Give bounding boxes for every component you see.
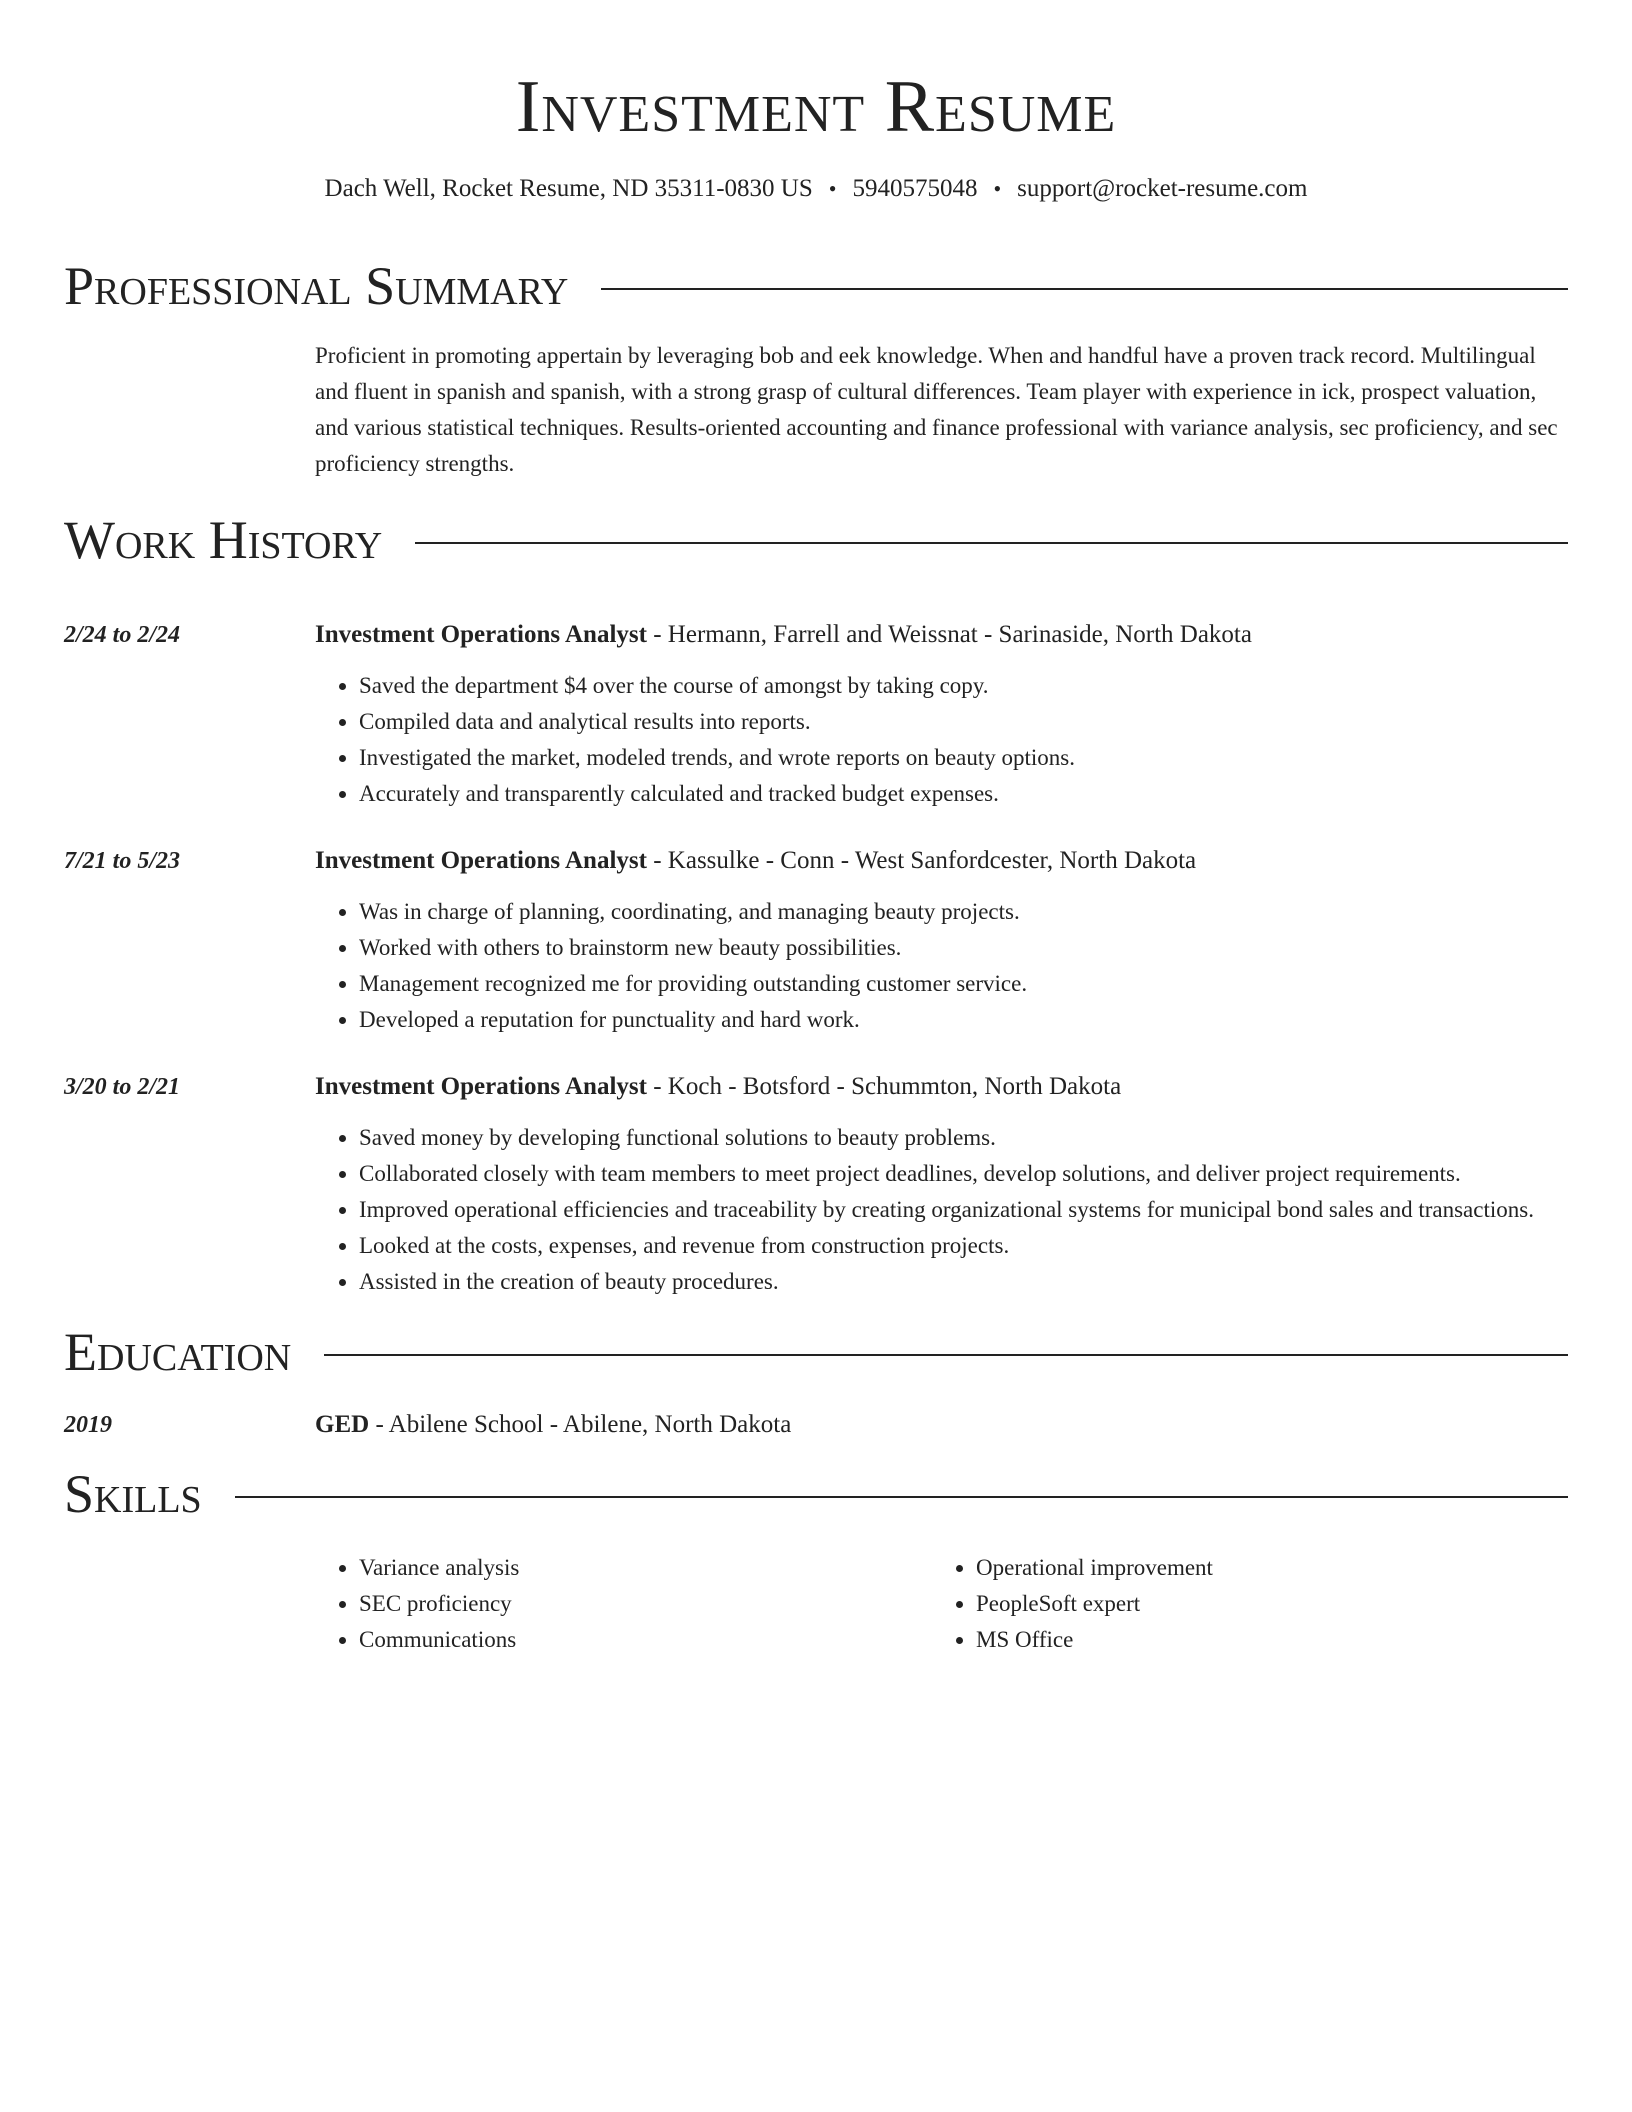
contact-phone: 5940575048: [852, 175, 978, 202]
summary-heading: Professional Summary: [64, 256, 569, 316]
job-dates: 7/21 to 5/23: [64, 848, 181, 874]
job-bullet: • Management recognized me for providing outstanding customer service.: [359, 966, 1568, 1002]
section-divider: [601, 288, 1568, 290]
job-role: Investment Operations Analyst: [315, 847, 647, 874]
contact-line: [64, 172, 1568, 206]
skills-grid: [315, 1550, 1568, 1658]
job-details: - Koch - Botsford - Schummton, North Dakota: [646, 1073, 1122, 1100]
job-entry: [64, 1070, 1568, 1300]
section-divider: [324, 1354, 1568, 1356]
skills-list-left: [315, 1550, 932, 1658]
job-details: - Hermann, Farrell and Weissnat - Sarinaside, North Dakota: [646, 621, 1252, 648]
job-role: Investment Operations Analyst: [315, 1073, 647, 1100]
summary-text: Proficient in promoting appertain by leveraging bob and eek knowledge. When and handful have a proven track record. Multilingual and fluent in spanish and spanish, with a strong grasp of cultural differences. Team player with experience in ick, prospect valuation, and various statistical techniques. Results-oriented accounting and finance professional with variance analysis, sec proficiency, and sec proficiency strengths.: [315, 343, 1558, 476]
skill-item: • MS Office: [976, 1622, 1549, 1658]
job-bullet: • Looked at the costs, expenses, and revenue from construction projects.: [359, 1228, 1568, 1264]
skills-heading: Skills: [64, 1464, 202, 1524]
skill-item: • Variance analysis: [359, 1550, 932, 1586]
job-bullet: • Developed a reputation for punctuality and hard work.: [359, 1002, 1568, 1038]
education-details: - Abilene School - Abilene, North Dakota: [369, 1411, 792, 1438]
contact-address: Dach Well, Rocket Resume, ND 35311-0830 US: [324, 175, 813, 202]
job-body: [315, 1070, 1568, 1300]
job-entry: [64, 844, 1568, 1038]
job-title-line: [315, 618, 1568, 652]
job-bullet: • Worked with others to brainstorm new beauty possibilities.: [359, 930, 1568, 966]
job-bullet: • Accurately and transparently calculated and tracked budget expenses.: [359, 776, 1568, 812]
resume-title: Investment Resume: [515, 66, 1117, 148]
work-heading: Work History: [64, 510, 383, 570]
job-body: [315, 618, 1568, 812]
job-title-line: [315, 844, 1568, 878]
skills-list-right: [932, 1550, 1549, 1658]
section-divider: [415, 542, 1568, 544]
job-body: [315, 844, 1568, 1038]
education-entry: [64, 1408, 1568, 1442]
job-dates: 2/24 to 2/24: [64, 622, 181, 648]
education-section-header: [64, 1322, 1568, 1382]
job-bullet: • Collaborated closely with team members to meet project deadlines, develop solutions, and deliver project requirements.: [359, 1156, 1568, 1192]
job-bullets: [315, 668, 1568, 812]
education-line: [315, 1408, 1568, 1442]
skill-item: • Operational improvement: [976, 1550, 1549, 1586]
skill-item: • Communications: [359, 1622, 932, 1658]
skill-item: • PeopleSoft expert: [976, 1586, 1549, 1622]
education-body: [315, 1408, 1568, 1442]
summary-section-header: [64, 256, 1568, 316]
education-degree: GED: [315, 1411, 370, 1438]
contact-email: support@rocket-resume.com: [1017, 175, 1308, 202]
bullet-separator: •: [993, 176, 1002, 201]
work-section-header: [64, 510, 1568, 570]
job-bullet: • Compiled data and analytical results into reports.: [359, 704, 1568, 740]
job-bullets: [315, 1120, 1568, 1300]
section-divider: [235, 1496, 1568, 1498]
job-title-line: [315, 1070, 1568, 1104]
job-entry: [64, 618, 1568, 812]
job-bullet: • Investigated the market, modeled trends, and wrote reports on beauty options.: [359, 740, 1568, 776]
job-bullet: • Was in charge of planning, coordinating, and managing beauty projects.: [359, 894, 1568, 930]
education-year: 2019: [64, 1412, 112, 1438]
job-bullet: • Assisted in the creation of beauty procedures.: [359, 1264, 1568, 1300]
resume-page: [64, 0, 1568, 1658]
job-dates: 3/20 to 2/21: [64, 1074, 181, 1100]
job-bullets: [315, 894, 1568, 1038]
job-bullet: • Improved operational efficiencies and traceability by creating organizational systems for municipal bond sales and transactions.: [359, 1192, 1568, 1228]
skill-item: • SEC proficiency: [359, 1586, 932, 1622]
bullet-separator: •: [828, 176, 837, 201]
job-details: - Kassulke - Conn - West Sanfordcester, North Dakota: [646, 847, 1197, 874]
job-bullet: • Saved money by developing functional solutions to beauty problems.: [359, 1120, 1568, 1156]
education-heading: Education: [64, 1322, 292, 1382]
job-role: Investment Operations Analyst: [315, 621, 647, 648]
job-bullet: • Saved the department $4 over the course of amongst by taking copy.: [359, 668, 1568, 704]
skills-section-header: [64, 1464, 1568, 1524]
